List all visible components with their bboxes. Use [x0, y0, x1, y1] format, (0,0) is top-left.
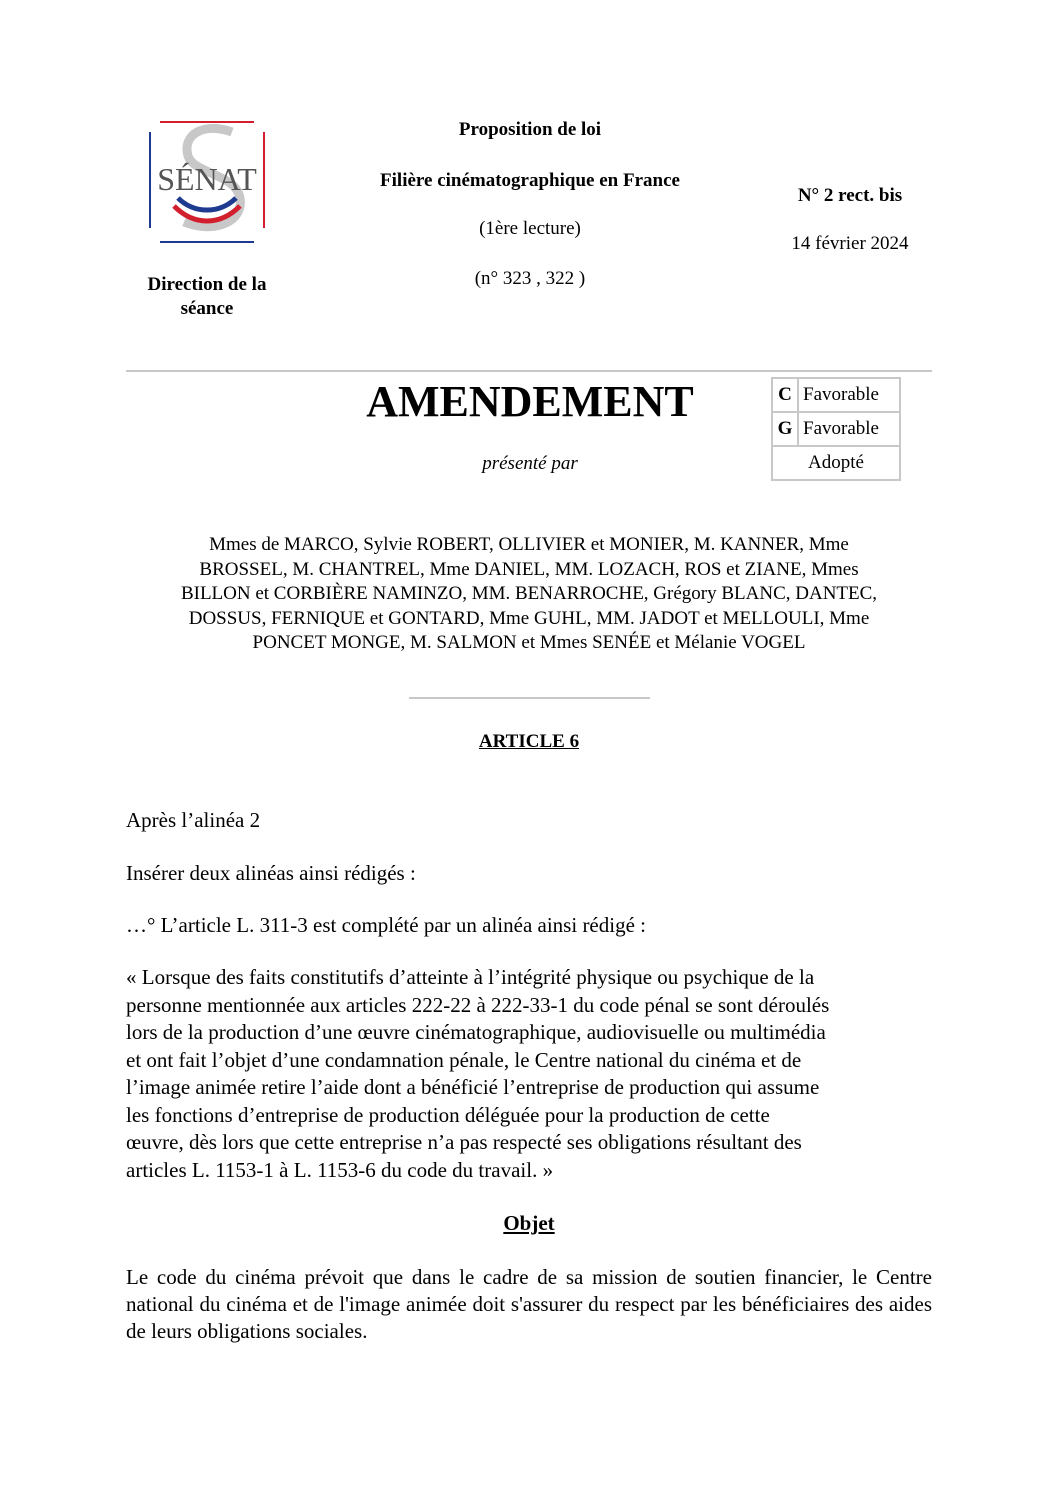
objet-text: Le code du cinéma prévoit que dans le cadre de sa mission de soutien financier, le Centre national du cinéma et de l'image animée doit s'assurer du respect par les bénéficiaires des aides de leurs obligations sociales.: [126, 1265, 932, 1343]
avis-row-result: [772, 446, 900, 480]
inserted-text-line: et ont fait l’objet d’une condamnation pénale, le Centre national du cinéma et de: [126, 1047, 802, 1072]
avis-row-commission: [772, 378, 900, 412]
reading-label: (1ère lecture): [479, 218, 581, 239]
inserted-text-line: articles L. 1153-1 à L. 1153-6 du code du travail. »: [126, 1157, 554, 1182]
authors-list: [126, 533, 932, 656]
dispositif-paragraph: …° L’article L. 311-3 est complété par un alinéa ainsi rédigé :: [126, 913, 646, 937]
inserted-text-line: personne mentionnée aux articles 222-22 à 222-33-1 du code pénal se sont déroulés: [126, 992, 830, 1017]
avis-key: G: [772, 412, 798, 446]
avis-row-government: [772, 412, 900, 446]
section-divider: [409, 697, 650, 699]
inserted-text-line: œuvre, dès lors que cette entreprise n’a pas respecté ses obligations résultant des: [126, 1130, 802, 1154]
header-divider: [126, 370, 932, 372]
amendment-number: N° 2 rect. bis: [797, 185, 903, 206]
authors-line: BILLON et CORBIÈRE NAMINZO, MM. BENARROCHE, Grégory BLANC, DANTEC,: [180, 583, 878, 604]
inserted-text-line: les fonctions d’entreprise de production déléguée pour la production de cette: [126, 1102, 770, 1127]
dispositif-paragraph: Insérer deux alinéas ainsi rédigés :: [126, 861, 416, 885]
senat-logo: [144, 118, 270, 246]
text-numbers: (n° 323 , 322 ): [474, 268, 586, 289]
avis-value: Favorable: [798, 378, 900, 412]
amendment-date: 14 février 2024: [791, 233, 909, 254]
inserted-text-line: lors de la production d’une œuvre cinématographique, audiovisuelle ou multimédia: [126, 1020, 826, 1044]
article-heading: ARTICLE 6: [478, 731, 580, 752]
document-subject: Filière cinématographique en France: [380, 170, 680, 191]
inserted-text-line: l’image animée retire l’aide dont a bénéficié l’entreprise de production qui assume: [126, 1075, 820, 1099]
inserted-text-line: « Lorsque des faits constitutifs d’atteinte à l’intégrité physique ou psychique de la: [126, 965, 815, 989]
direction-label: Direction de la séance: [147, 274, 267, 319]
avis-result: Adopté: [772, 446, 900, 480]
inserted-text: [126, 964, 932, 1184]
authors-line: Mmes de MARCO, Sylvie ROBERT, OLLIVIER et MONIER, M. KANNER, Mme: [209, 534, 849, 555]
amendment-heading: AMENDEMENT: [366, 377, 694, 426]
document-type: Proposition de loi: [458, 119, 602, 140]
avis-table: [771, 377, 901, 481]
authors-line: DOSSUS, FERNIQUE et GONTARD, Mme GUHL, MM. JADOT et MELLOULI, Mme: [188, 607, 870, 629]
authors-line: PONCET MONGE, M. SALMON et Mmes SENÉE et Mélanie VOGEL: [252, 632, 806, 653]
logo-text: SÉNAT: [157, 161, 257, 197]
authors-line: BROSSEL, M. CHANTREL, Mme DANIEL, MM. LOZACH, ROS et ZIANE, Mmes: [199, 558, 859, 580]
dispositif-paragraph: Après l’alinéa 2: [126, 808, 261, 832]
avis-key: C: [772, 378, 798, 412]
presented-by: présenté par: [482, 453, 578, 474]
avis-value: Favorable: [798, 412, 900, 446]
objet-heading: Objet: [503, 1211, 555, 1235]
